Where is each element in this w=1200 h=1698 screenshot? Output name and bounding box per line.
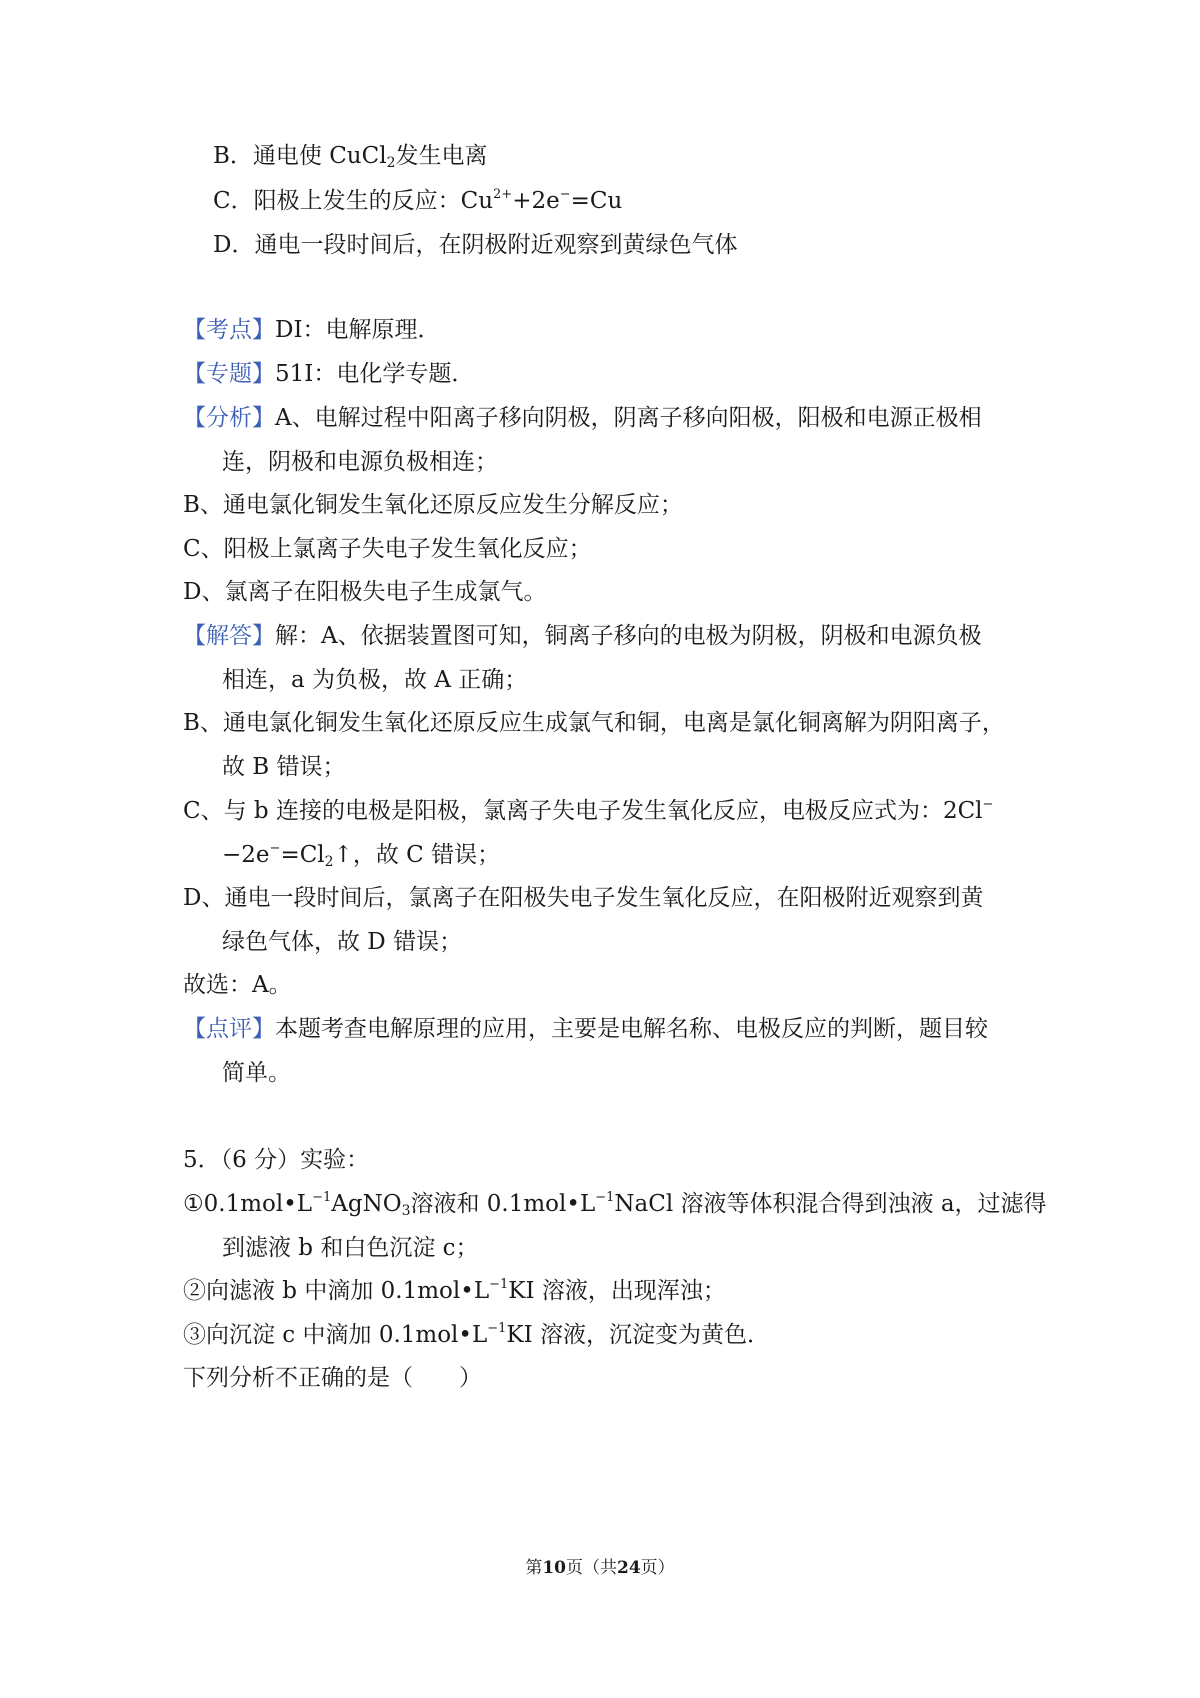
- dianping-line2: 简单。: [222, 1060, 291, 1086]
- step-3: ③向沉淀 c 中滴加 $0.1mol•L^{-1}KI$ 溶液，沉淀变为黄色．: [183, 1321, 771, 1348]
- kaodian-tag: 【考点】: [183, 317, 275, 343]
- jieda-b1: B、通电氯化铜发生氧化还原反应生成氯气和铜，电离是氯化铜离解为阴阳离子，: [183, 710, 1005, 736]
- question-prompt: 下列分析不正确的是（ ）: [183, 1365, 482, 1391]
- dianping-section: 【点评】本题考查电解原理的应用，主要是电解名称、电极反应的判断，题目较: [183, 1016, 988, 1042]
- jieda-line2: 相连，a 为负极，故 A 正确；: [222, 667, 528, 693]
- page-number: 10: [542, 1558, 566, 1578]
- step-1-cont: 到滤液 b 和白色沉淀 c；: [222, 1235, 479, 1261]
- jieda-d1: D、通电一段时间后，氯离子在阳极失电子发生氧化反应，在阳极附近观察到黄: [183, 885, 984, 911]
- fenxi-section: 【分析】A、电解过程中阳离子移向阴极，阴离子移向阳极，阳极和电源正极相: [183, 405, 982, 431]
- fenxi-line2: 连，阴极和电源负极相连；: [222, 449, 498, 475]
- zhuanti-section: 【专题】51I：电化学专题．: [183, 361, 475, 387]
- page-footer: 第10页（共24页）: [525, 1558, 675, 1578]
- question-5-title: 5．（6 分）实验：: [183, 1147, 370, 1173]
- fenxi-tag: 【分析】: [183, 405, 275, 431]
- fenxi-b: B、通电氯化铜发生氧化还原反应发生分解反应；: [183, 492, 683, 518]
- jieda-tag: 【解答】: [183, 623, 275, 649]
- kaodian-section: 【考点】DI：电解原理．: [183, 317, 441, 343]
- page-total: 24: [617, 1558, 641, 1578]
- option-b: B．通电使 CuCl$_2$发生电离: [213, 143, 488, 171]
- jieda-answer: 故选：A。: [183, 972, 292, 998]
- jieda-b2: 故 B 错误；: [222, 754, 346, 780]
- jieda-d2: 绿色气体，故 D 错误；: [222, 929, 463, 955]
- dianping-tag: 【点评】: [183, 1016, 275, 1042]
- option-d: D．通电一段时间后，在阴极附近观察到黄绿色气体: [213, 232, 738, 258]
- zhuanti-tag: 【专题】: [183, 361, 275, 387]
- jieda-section: 【解答】解：A、依据装置图可知，铜离子移向的电极为阴极，阴极和电源负极: [183, 623, 982, 649]
- fenxi-c: C、阳极上氯离子失电子发生氧化反应；: [183, 536, 592, 562]
- jieda-c1: C、与 b 连接的电极是阳极，氯离子失电子发生氧化反应，电极反应式为：2Cl−: [183, 797, 994, 824]
- fenxi-d: D、氯离子在阳极失电子生成氯气。: [183, 579, 547, 605]
- jieda-c2: $-2e^-=Cl_2↑$，故 C 错误；: [222, 841, 501, 870]
- step-1: $①0.1mol•L^{-1}AgNO_3$溶液和 $0.1mol•L^{-1}NaCl$ 溶液等体积混合得到浊液 a，过滤得: [183, 1190, 1047, 1219]
- step-2: ②向滤液 b 中滴加 $0.1mol•L^{-1}KI$ 溶液，出现浑浊；: [183, 1277, 726, 1304]
- option-c: C．阳极上发生的反应：$Cu^{2+}+2e^-=Cu$: [213, 187, 623, 214]
